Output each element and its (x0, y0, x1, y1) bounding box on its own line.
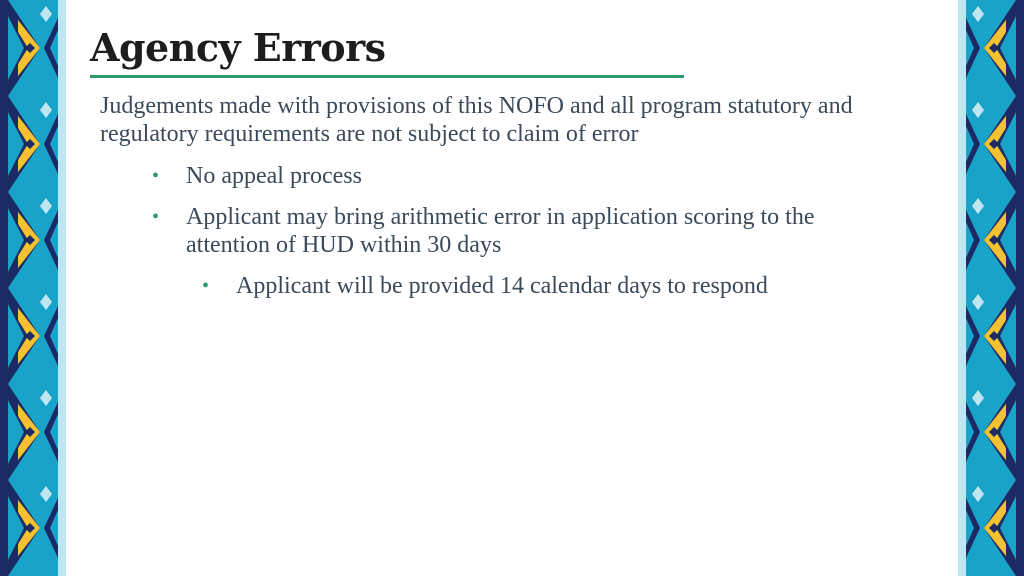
sub-list-item-text: Applicant will be provided 14 calendar days to respond (236, 273, 768, 299)
bullet-icon: • (152, 165, 160, 187)
list-item (152, 162, 872, 190)
title-underline (90, 75, 684, 78)
decorative-border-right (958, 0, 1024, 576)
decorative-border-left (0, 0, 66, 576)
border-pattern-left (0, 0, 66, 576)
slide-content (66, 0, 958, 576)
slide-title: Agency Errors (90, 25, 386, 70)
intro-paragraph: Judgements made with provisions of this NOFO and all program statutory and regulatory requirements are not subject to claim of error (100, 93, 853, 147)
bullet-icon: • (152, 206, 160, 228)
border-pattern-right (958, 0, 1024, 576)
list-item-text: Applicant may bring arithmetic error in application scoring to the attention of HUD within 30 days (186, 204, 815, 258)
list-item-text: No appeal process (186, 163, 362, 189)
list-item (152, 203, 872, 259)
bullet-icon: • (202, 275, 210, 297)
sub-list-item (202, 272, 902, 300)
sub-bullet-list (202, 272, 902, 313)
bullet-list (152, 162, 872, 272)
